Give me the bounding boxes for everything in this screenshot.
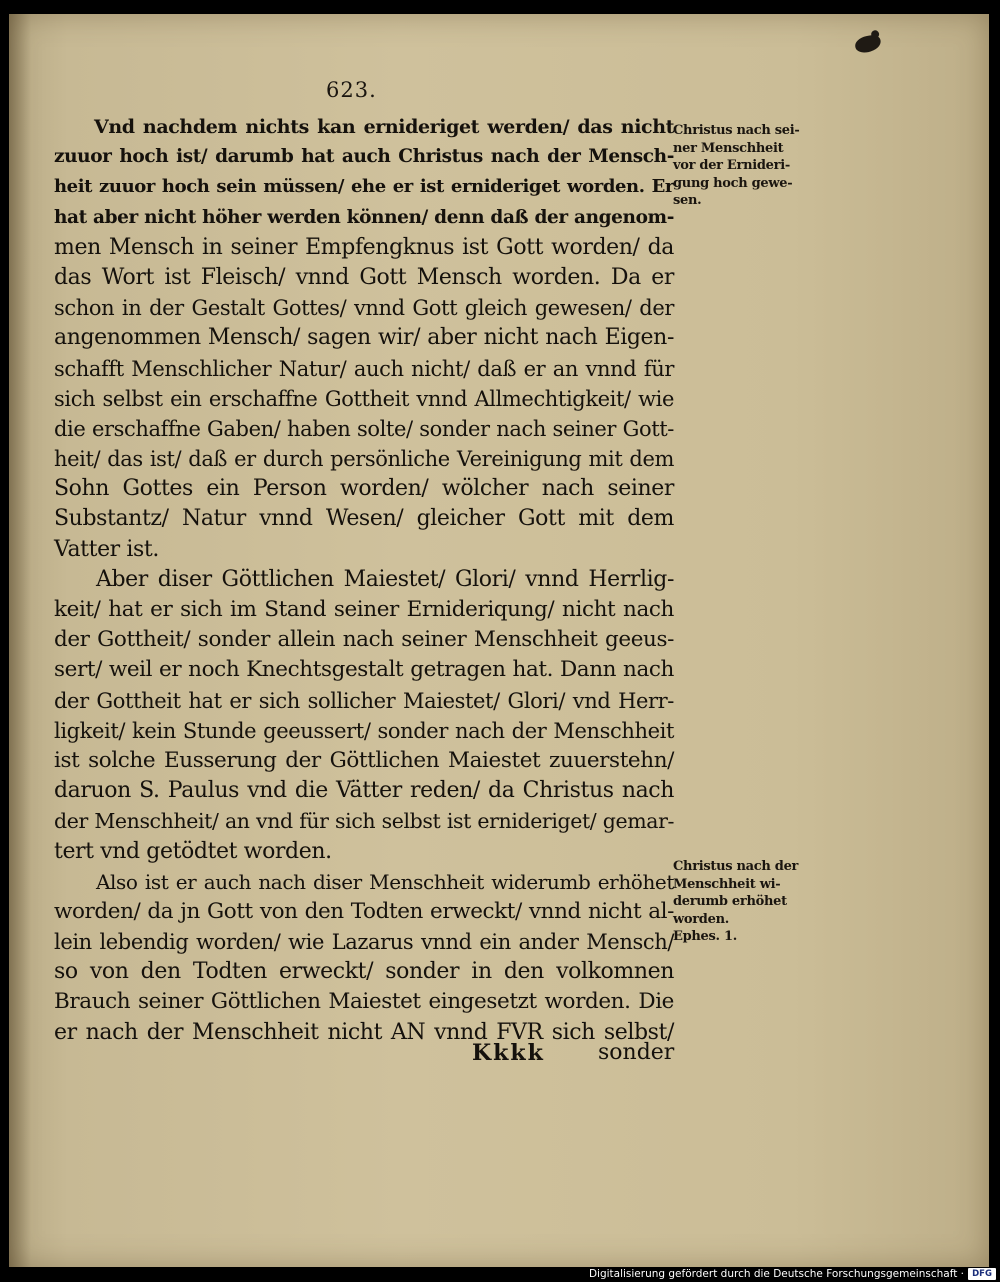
dfg-logo-icon[interactable]: DFG (968, 1268, 996, 1280)
text-line: angenommen Mensch/ sagen wir/ aber nicht nach Eigen- (54, 325, 674, 351)
text-line: heit/ das ist/ daß er durch persönliche Vereinigung mit dem (54, 447, 674, 472)
text-line: hat aber nicht höher werden können/ denn daß der angenom- (54, 206, 674, 228)
text-line: der Gottheit/ sonder allein nach seiner Menschheit geeus- (54, 627, 674, 653)
text-line: schon in der Gestalt Gottes/ vnnd Gott gleich gewesen/ der (54, 296, 674, 321)
text-line: Also ist er auch nach diser Menschheit widerumb erhöhet (96, 869, 674, 894)
text-line: Aber diser Göttlichen Maiestet/ Glori/ vnnd Herrlig- (96, 566, 674, 592)
text-line: Vatter ist. (54, 536, 159, 562)
text-line: Substantz/ Natur vnnd Wesen/ gleicher Gott mit dem (54, 506, 674, 532)
text-line: daruon S. Paulus vnd die Vätter reden/ da Christus nach (54, 778, 674, 804)
margin-note-line: Menschheit wi- (673, 876, 781, 892)
margin-note-line: derumb erhöhet (673, 894, 787, 909)
text-line: ligkeit/ kein Stunde geeussert/ sonder nach der Menschheit (54, 718, 674, 743)
text-line: der Gottheit hat er sich sollicher Maiestet/ Glori/ vnd Herr- (54, 688, 674, 713)
text-line: der Menschheit/ an vnd für sich selbst ist ernideriget/ gemar- (54, 809, 674, 834)
text-line: Sohn Gottes ein Person worden/ wölcher nach seiner (54, 476, 674, 502)
text-line: ist solche Eusserung der Göttlichen Maiestet zuuerstehn/ (54, 747, 674, 773)
signature-mark: Kkkk (472, 1040, 545, 1066)
margin-note-line: Ephes. 1. (673, 929, 737, 944)
text-line: sich selbst ein erschaffne Gottheit vnnd Allmechtigkeit/ wie (54, 386, 674, 411)
text-line: schafft Menschlicher Natur/ auch nicht/ daß er an vnnd für (54, 356, 674, 381)
margin-note-line: gung hoch gewe- (673, 175, 793, 191)
margin-note (673, 122, 833, 210)
main-text-block (54, 112, 674, 1048)
margin-note (673, 858, 833, 946)
margin-note-line: vor der Ernideri- (673, 158, 790, 173)
text-line: das Wort ist Fleisch/ vnnd Gott Mensch worden. Da er (54, 264, 674, 290)
text-line: zuuor hoch ist/ darumb hat auch Christus nach der Mensch- (54, 146, 674, 168)
text-line: keit/ hat er sich im Stand seiner Ernideriqung/ nicht nach (54, 597, 674, 622)
text-line: heit zuuor hoch sein müssen/ ehe er ist ernideriget worden. Er (54, 176, 674, 198)
funding-credit: Digitalisierung gefördert durch die Deutsche Forschungsgemeinschaft · (588, 1268, 964, 1280)
text-line: sert/ weil er noch Knechtsgestalt getragen hat. Dann nach (54, 657, 674, 683)
text-line: lein lebendig worden/ wie Lazarus vnnd ein ander Mensch/ (54, 930, 674, 955)
text-line: tert vnd getödtet worden. (54, 838, 332, 864)
text-line: er nach der Menschheit nicht AN vnnd FVR sich selbst/ (54, 1019, 674, 1045)
margin-note-line: ner Menschheit (673, 140, 784, 156)
text-line: men Mensch in seiner Empfengknus ist Gott worden/ da (54, 234, 674, 260)
margin-note-line: worden. (673, 911, 729, 927)
margin-note-line: sen. (673, 193, 702, 208)
catchword: sonder (598, 1040, 675, 1065)
text-line: so von den Todten erweckt/ sonder in den volkomnen (54, 959, 674, 985)
text-line: die erschaffne Gaben/ haben solte/ sonder nach seiner Gott- (54, 416, 674, 441)
page-number: 623. (326, 78, 377, 102)
text-line: Vnd nachdem nichts kan ernideriget werden/ das nicht (94, 116, 674, 138)
margin-note-line: Christus nach sei- (673, 123, 800, 138)
text-line: Brauch seiner Göttlichen Maiestet eingesetzt worden. Die (54, 989, 674, 1015)
ink-blot (854, 33, 883, 54)
text-line: worden/ da jn Gott von den Todten erweckt/ vnnd nicht al- (54, 898, 674, 924)
margin-note-line: Christus nach der (673, 859, 799, 874)
